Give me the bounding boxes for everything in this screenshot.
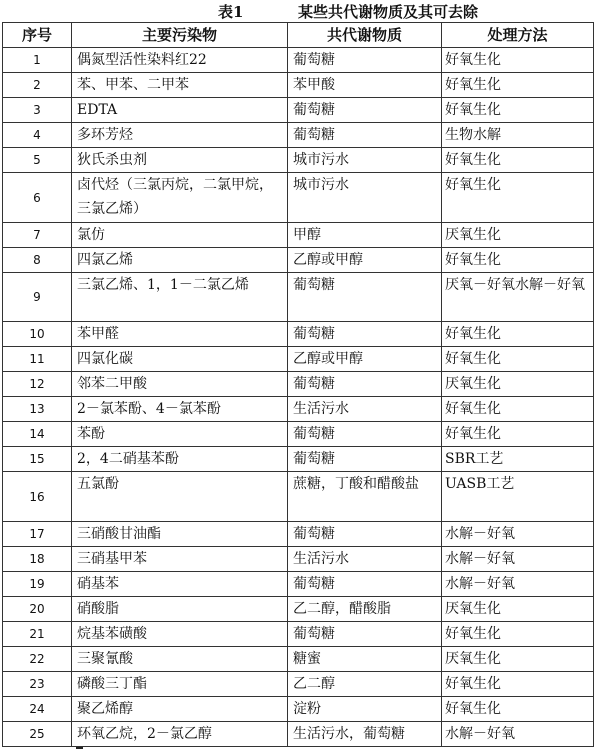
cometabolite-cell: 葡萄糖 bbox=[288, 123, 442, 148]
pollutant-cell: 苯、甲苯、二甲苯 bbox=[72, 73, 288, 98]
table-row bbox=[3, 597, 594, 622]
table-title: 某些共代谢物质及其可去除 bbox=[298, 3, 479, 21]
cometabolite-cell: 蔗糖，丁酸和醋酸盐 bbox=[288, 472, 442, 522]
row-number: 19 bbox=[3, 572, 72, 597]
table-number: 表1 bbox=[218, 3, 244, 21]
row-number: 11 bbox=[3, 347, 72, 372]
row-number: 23 bbox=[3, 672, 72, 697]
pollutant-cell: 三硝酸甘油酯 bbox=[72, 522, 288, 547]
pollutant-cell: 邻苯二甲酸 bbox=[72, 372, 288, 397]
method-cell: UASB工艺 bbox=[442, 472, 594, 522]
pollutant-cell: 聚乙烯醇 bbox=[72, 697, 288, 722]
row-number: 18 bbox=[3, 547, 72, 572]
table-row bbox=[3, 322, 594, 347]
method-cell: 好氧生化 bbox=[442, 248, 594, 273]
cometabolite-cell: 葡萄糖 bbox=[288, 522, 442, 547]
method-cell: 厌氧－好氧水解－好氧 bbox=[442, 273, 594, 322]
method-cell: 水解－好氧 bbox=[442, 572, 594, 597]
table-row bbox=[3, 447, 594, 472]
cometabolite-cell: 葡萄糖 bbox=[288, 48, 442, 73]
method-cell: 水解－好氧 bbox=[442, 522, 594, 547]
row-number: 3 bbox=[3, 98, 72, 123]
row-number: 15 bbox=[3, 447, 72, 472]
pollutant-cell: 狄氏杀虫剂 bbox=[72, 148, 288, 173]
table-caption bbox=[0, 2, 600, 22]
table-row bbox=[3, 647, 594, 672]
header-method: 处理方法 bbox=[442, 23, 594, 48]
method-cell: 好氧生化 bbox=[442, 73, 594, 98]
table-row bbox=[3, 98, 594, 123]
row-number: 24 bbox=[3, 697, 72, 722]
table-row bbox=[3, 397, 594, 422]
row-number: 25 bbox=[3, 722, 72, 747]
pollutant-cell: 2－氯苯酚、4－氯苯酚 bbox=[72, 397, 288, 422]
cometabolite-cell: 葡萄糖 bbox=[288, 422, 442, 447]
table-row bbox=[3, 223, 594, 248]
pollutant-cell: 环氧乙烷，2－氯乙醇 bbox=[72, 722, 288, 747]
table-row bbox=[3, 472, 594, 522]
pollutant-cell: 三聚氰酸 bbox=[72, 647, 288, 672]
row-number: 10 bbox=[3, 322, 72, 347]
cometabolite-cell: 城市污水 bbox=[288, 173, 442, 223]
method-cell: 厌氧生化 bbox=[442, 647, 594, 672]
table-row bbox=[3, 48, 594, 73]
table-row bbox=[3, 148, 594, 173]
row-number: 17 bbox=[3, 522, 72, 547]
method-cell: 厌氧生化 bbox=[442, 372, 594, 397]
row-number: 9 bbox=[3, 273, 72, 322]
pollutant-cell: 五氯酚 bbox=[72, 472, 288, 522]
cometabolite-cell: 淀粉 bbox=[288, 697, 442, 722]
row-number: 5 bbox=[3, 148, 72, 173]
table-row bbox=[3, 522, 594, 547]
row-number: 2 bbox=[3, 73, 72, 98]
cometabolite-cell: 葡萄糖 bbox=[288, 322, 442, 347]
pollutant-cell: 三硝基甲苯 bbox=[72, 547, 288, 572]
method-cell: 水解－好氧 bbox=[442, 547, 594, 572]
cometabolite-cell: 乙醇或甲醇 bbox=[288, 248, 442, 273]
pollutant-cell: 三氯乙烯、1，1－二氯乙烯 bbox=[72, 273, 288, 322]
method-cell: 水解－好氧 bbox=[442, 722, 594, 747]
table-row bbox=[3, 422, 594, 447]
cometabolite-cell: 葡萄糖 bbox=[288, 372, 442, 397]
method-cell: 好氧生化 bbox=[442, 322, 594, 347]
table-row bbox=[3, 173, 594, 223]
cometabolite-cell: 葡萄糖 bbox=[288, 572, 442, 597]
pollutant-cell: 偶氮型活性染料红22 bbox=[72, 48, 288, 73]
pollutant-cell: 苯酚 bbox=[72, 422, 288, 447]
row-number: 6 bbox=[3, 173, 72, 223]
pollutant-cell: 硝基苯 bbox=[72, 572, 288, 597]
cometabolite-cell: 葡萄糖 bbox=[288, 273, 442, 322]
method-cell: 厌氧生化 bbox=[442, 223, 594, 248]
method-cell: 好氧生化 bbox=[442, 173, 594, 223]
cometabolite-cell: 城市污水 bbox=[288, 148, 442, 173]
cometabolite-cell: 葡萄糖 bbox=[288, 98, 442, 123]
cometabolite-cell: 葡萄糖 bbox=[288, 447, 442, 472]
table-body bbox=[3, 48, 594, 747]
cometabolite-cell: 苯甲酸 bbox=[288, 73, 442, 98]
row-number: 16 bbox=[3, 472, 72, 522]
row-number: 14 bbox=[3, 422, 72, 447]
header-cometabolite: 共代谢物质 bbox=[288, 23, 442, 48]
method-cell: 生物水解 bbox=[442, 123, 594, 148]
method-cell: 好氧生化 bbox=[442, 672, 594, 697]
pollutant-cell: 四氯乙烯 bbox=[72, 248, 288, 273]
pollutant-cell: EDTA bbox=[72, 98, 288, 123]
header-row bbox=[3, 23, 594, 48]
table-row bbox=[3, 672, 594, 697]
pollutant-cell: 苯甲醛 bbox=[72, 322, 288, 347]
pollutant-cell: 卤代烃（三氯丙烷，二氯甲烷，三氯乙烯） bbox=[72, 173, 288, 223]
table-row bbox=[3, 123, 594, 148]
table-row bbox=[3, 248, 594, 273]
row-number: 22 bbox=[3, 647, 72, 672]
cometabolite-cell: 乙二醇 bbox=[288, 672, 442, 697]
method-cell: 厌氧生化 bbox=[442, 597, 594, 622]
cometabolite-cell: 甲醇 bbox=[288, 223, 442, 248]
cometabolite-cell: 糖蜜 bbox=[288, 647, 442, 672]
row-number: 1 bbox=[3, 48, 72, 73]
row-number: 13 bbox=[3, 397, 72, 422]
method-cell: SBR工艺 bbox=[442, 447, 594, 472]
table-row bbox=[3, 372, 594, 397]
cometabolite-cell: 乙醇或甲醇 bbox=[288, 347, 442, 372]
cometabolite-cell: 生活污水 bbox=[288, 547, 442, 572]
table-row bbox=[3, 697, 594, 722]
cometabolite-cell: 葡萄糖 bbox=[288, 622, 442, 647]
method-cell: 好氧生化 bbox=[442, 148, 594, 173]
table-row bbox=[3, 722, 594, 747]
table-row bbox=[3, 273, 594, 322]
table-row bbox=[3, 347, 594, 372]
row-number: 7 bbox=[3, 223, 72, 248]
pollutant-cell: 烷基苯磺酸 bbox=[72, 622, 288, 647]
pollutant-cell: 2，4二硝基苯酚 bbox=[72, 447, 288, 472]
cometabolite-cell: 生活污水，葡萄糖 bbox=[288, 722, 442, 747]
method-cell: 好氧生化 bbox=[442, 48, 594, 73]
row-number: 20 bbox=[3, 597, 72, 622]
cometabolite-cell: 生活污水 bbox=[288, 397, 442, 422]
row-number: 8 bbox=[3, 248, 72, 273]
method-cell: 好氧生化 bbox=[442, 397, 594, 422]
table-row bbox=[3, 572, 594, 597]
pollutant-cell: 多环芳烃 bbox=[72, 123, 288, 148]
table-row bbox=[3, 73, 594, 98]
header-no: 序号 bbox=[3, 23, 72, 48]
pollutant-cell: 四氯化碳 bbox=[72, 347, 288, 372]
row-number: 4 bbox=[3, 123, 72, 148]
row-number: 21 bbox=[3, 622, 72, 647]
pollutant-cell: 氯仿 bbox=[72, 223, 288, 248]
table-row bbox=[3, 622, 594, 647]
method-cell: 好氧生化 bbox=[442, 347, 594, 372]
method-cell: 好氧生化 bbox=[442, 98, 594, 123]
method-cell: 好氧生化 bbox=[442, 622, 594, 647]
row-number: 12 bbox=[3, 372, 72, 397]
cometabolism-table bbox=[2, 22, 594, 747]
header-pollutant: 主要污染物 bbox=[72, 23, 288, 48]
method-cell: 好氧生化 bbox=[442, 422, 594, 447]
pollutant-cell: 磷酸三丁酯 bbox=[72, 672, 288, 697]
cometabolite-cell: 乙二醇，醋酸脂 bbox=[288, 597, 442, 622]
table-row bbox=[3, 547, 594, 572]
method-cell: 好氧生化 bbox=[442, 697, 594, 722]
cropped-text-fragment bbox=[76, 743, 84, 749]
pollutant-cell: 硝酸脂 bbox=[72, 597, 288, 622]
